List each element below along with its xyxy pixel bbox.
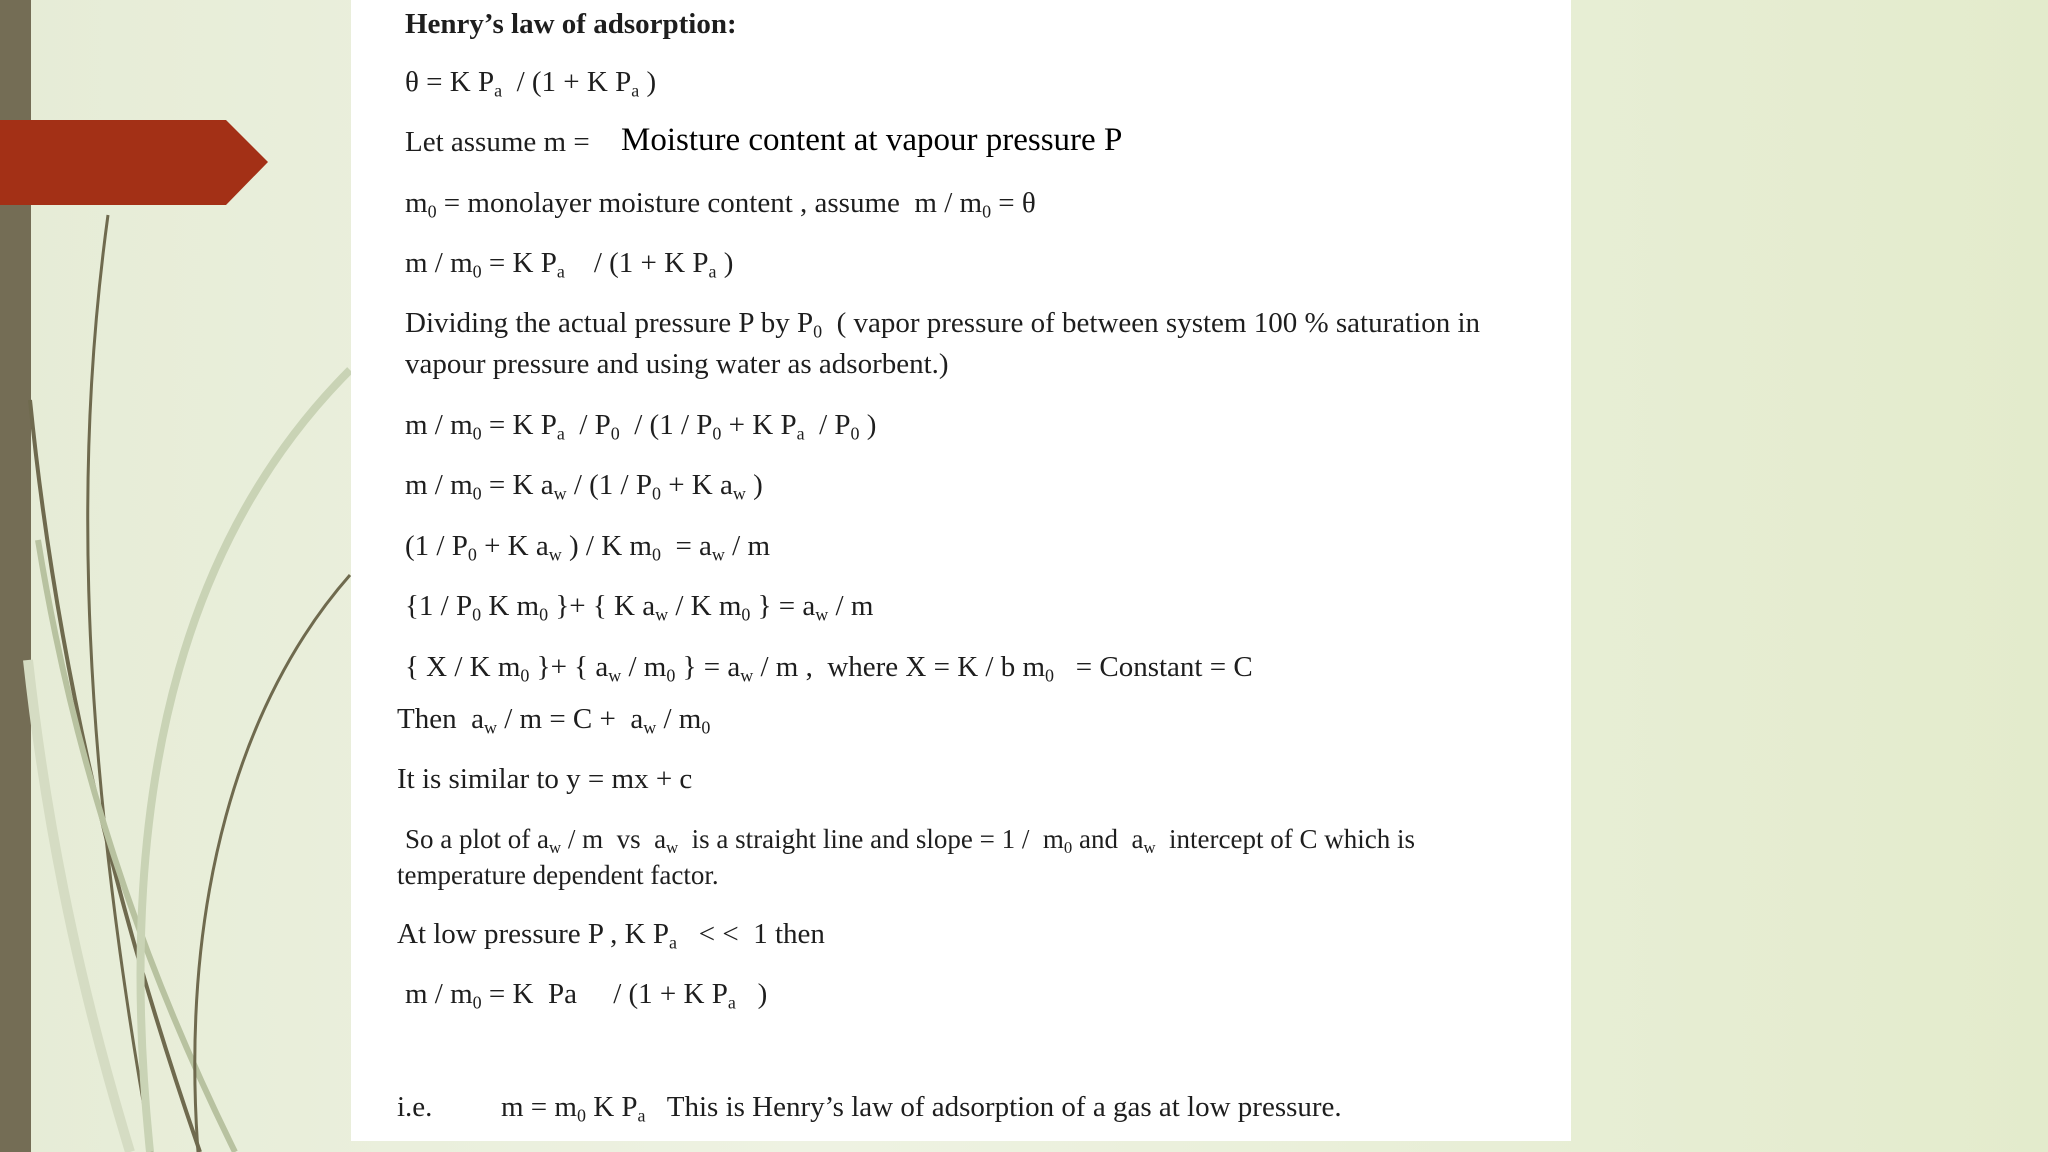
subscript: a (637, 1105, 646, 1126)
subscript: w (815, 604, 829, 625)
text-segment: So a plot of a (405, 824, 549, 854)
text-segment: / (1 + K P (564, 247, 709, 279)
subscript: 0 (472, 261, 482, 282)
subscript: 0 (651, 544, 661, 565)
text-segment: ) (735, 978, 768, 1010)
conclusion-line (501, 1093, 1342, 1124)
text-segment: is a straight line and slope = 1 / m (678, 824, 1064, 854)
text-segment: = K P (481, 247, 557, 279)
text-segment: {1 / P (405, 590, 473, 622)
subscript: a (727, 992, 736, 1013)
text-segment: It is similar to y = mx + c (397, 763, 693, 795)
text-segment: This is Henry’s law of adsorption of a gas at low pressure. (645, 1091, 1342, 1123)
text-segment: + K a (476, 530, 549, 562)
subscript: 0 (982, 201, 992, 222)
equation-line (405, 411, 876, 442)
subscript: 0 (701, 717, 711, 738)
text-segment: At low pressure P , K P (397, 918, 670, 950)
text-segment: m (405, 187, 428, 219)
text-segment: (1 / P (405, 530, 468, 562)
text-segment: Moisture content at vapour pressure P (621, 122, 1123, 158)
text-segment: m / m (405, 409, 473, 441)
text-segment: ) (859, 409, 877, 441)
text-segment: / m vs a (561, 824, 667, 854)
text-segment: Henry’s law of adsorption: (405, 8, 737, 40)
text-segment: < < 1 then (677, 918, 825, 950)
text-segment: = K P (481, 409, 557, 441)
text-segment: / P (804, 409, 851, 441)
text-segment: / (1 + K P (502, 66, 632, 98)
text-line (405, 128, 597, 157)
text-line (397, 862, 719, 889)
subscript: 0 (472, 992, 482, 1013)
text-segment: Let assume m = (405, 126, 597, 158)
subscript: a (556, 423, 565, 444)
equation-line (405, 471, 763, 502)
text-segment: intercept of C which is (1155, 824, 1415, 854)
subscript: 0 (472, 604, 482, 625)
text-line (397, 765, 692, 794)
subscript: 0 (539, 604, 549, 625)
text-segment: + K P (721, 409, 797, 441)
text-segment: m / m (405, 469, 473, 501)
subscript: w (548, 544, 562, 565)
subscript: a (494, 80, 503, 101)
subscript: 0 (427, 201, 437, 222)
text-segment: m / m (405, 978, 473, 1010)
subscript: 0 (1045, 665, 1055, 686)
text-segment: }+ { K a (548, 590, 656, 622)
text-segment: θ = K P (405, 66, 495, 98)
text-segment: Dividing the actual pressure P by P (405, 307, 814, 339)
text-line (405, 189, 1036, 220)
text-segment: m / m (405, 247, 473, 279)
text-segment: ( vapor pressure of between system 100 % saturation in (822, 307, 1481, 339)
text-segment: ) (716, 247, 734, 279)
equation-line (405, 980, 767, 1011)
text-segment: / K m (668, 590, 742, 622)
subscript: 0 (576, 1105, 586, 1126)
text-segment: = Constant = C (1054, 651, 1253, 683)
text-line (405, 826, 1415, 857)
subscript: 0 (610, 423, 620, 444)
text-line (397, 920, 825, 951)
text-segment: vapour pressure and using water as adsorbent.) (405, 348, 949, 380)
text-segment: / m (724, 530, 771, 562)
subscript: 0 (813, 321, 823, 342)
subscript: 0 (472, 423, 482, 444)
subscript: w (655, 604, 669, 625)
text-segment: } = a (750, 590, 816, 622)
equation-line (405, 532, 770, 563)
subscript: w (732, 483, 746, 504)
text-segment: + K a (660, 469, 733, 501)
subscript: 0 (651, 483, 661, 504)
text-segment: / (1 / P (619, 409, 713, 441)
text-segment: / m , where X = K / b m (753, 651, 1046, 683)
typed-overlay-text (621, 124, 1122, 157)
subscript: a (669, 932, 677, 953)
subscript: a (556, 261, 565, 282)
text-segment: = K a (481, 469, 554, 501)
subscript: w (643, 717, 657, 738)
subscript: 0 (850, 423, 860, 444)
doc-heading (405, 10, 737, 39)
subscript: w (666, 838, 679, 858)
text-line (405, 309, 1480, 340)
subscript: w (1143, 838, 1156, 858)
text-segment: / m (656, 703, 702, 735)
subscript: 0 (666, 665, 676, 686)
text-segment: temperature dependent factor. (397, 860, 719, 890)
subscript: w (711, 544, 725, 565)
text-segment: / P (564, 409, 611, 441)
text-segment: / m (621, 651, 667, 683)
subscript: w (483, 717, 497, 738)
subscript: 0 (712, 423, 722, 444)
subscript: 0 (1063, 838, 1073, 858)
subscript: w (740, 665, 754, 686)
text-segment: K P (585, 1091, 638, 1123)
subscript: a (631, 80, 640, 101)
text-segment: } = a (675, 651, 741, 683)
subscript: w (608, 665, 622, 686)
text-segment: K m (481, 590, 540, 622)
equation-line (405, 68, 656, 99)
text-segment: m = m (501, 1091, 577, 1123)
subscript: 0 (520, 665, 530, 686)
equation-line (405, 249, 733, 280)
equation-line (405, 653, 1253, 684)
text-segment: = θ (991, 187, 1036, 219)
text-segment: / m = C + a (496, 703, 644, 735)
subscript: 0 (472, 483, 482, 504)
text-segment: ) / K m (561, 530, 652, 562)
text-segment: / m (828, 590, 874, 622)
subscript: a (796, 423, 805, 444)
text-segment: { X / K m (405, 651, 521, 683)
text-segment: i.e. (397, 1091, 433, 1123)
subscript: 0 (467, 544, 477, 565)
equation-line (405, 592, 873, 623)
subscript: a (708, 261, 717, 282)
text-segment: = a (660, 530, 712, 562)
red-arrow-shape (0, 120, 268, 205)
equation-line (397, 705, 710, 736)
text-segment: }+ { a (529, 651, 609, 683)
text-segment: = monolayer moisture content , assume m / m (436, 187, 983, 219)
subscript: 0 (741, 604, 751, 625)
subscript: w (553, 483, 567, 504)
text-segment: / (1 / P (566, 469, 652, 501)
document-page (351, 0, 1571, 1141)
text-segment: = K Pa / (1 + K P (481, 978, 728, 1010)
text-segment: and a (1072, 824, 1144, 854)
text-segment: Then a (397, 703, 484, 735)
ie-label (397, 1093, 432, 1122)
subscript: w (548, 838, 562, 858)
text-line (405, 350, 949, 379)
text-segment: ) (745, 469, 763, 501)
text-segment: ) (639, 66, 657, 98)
